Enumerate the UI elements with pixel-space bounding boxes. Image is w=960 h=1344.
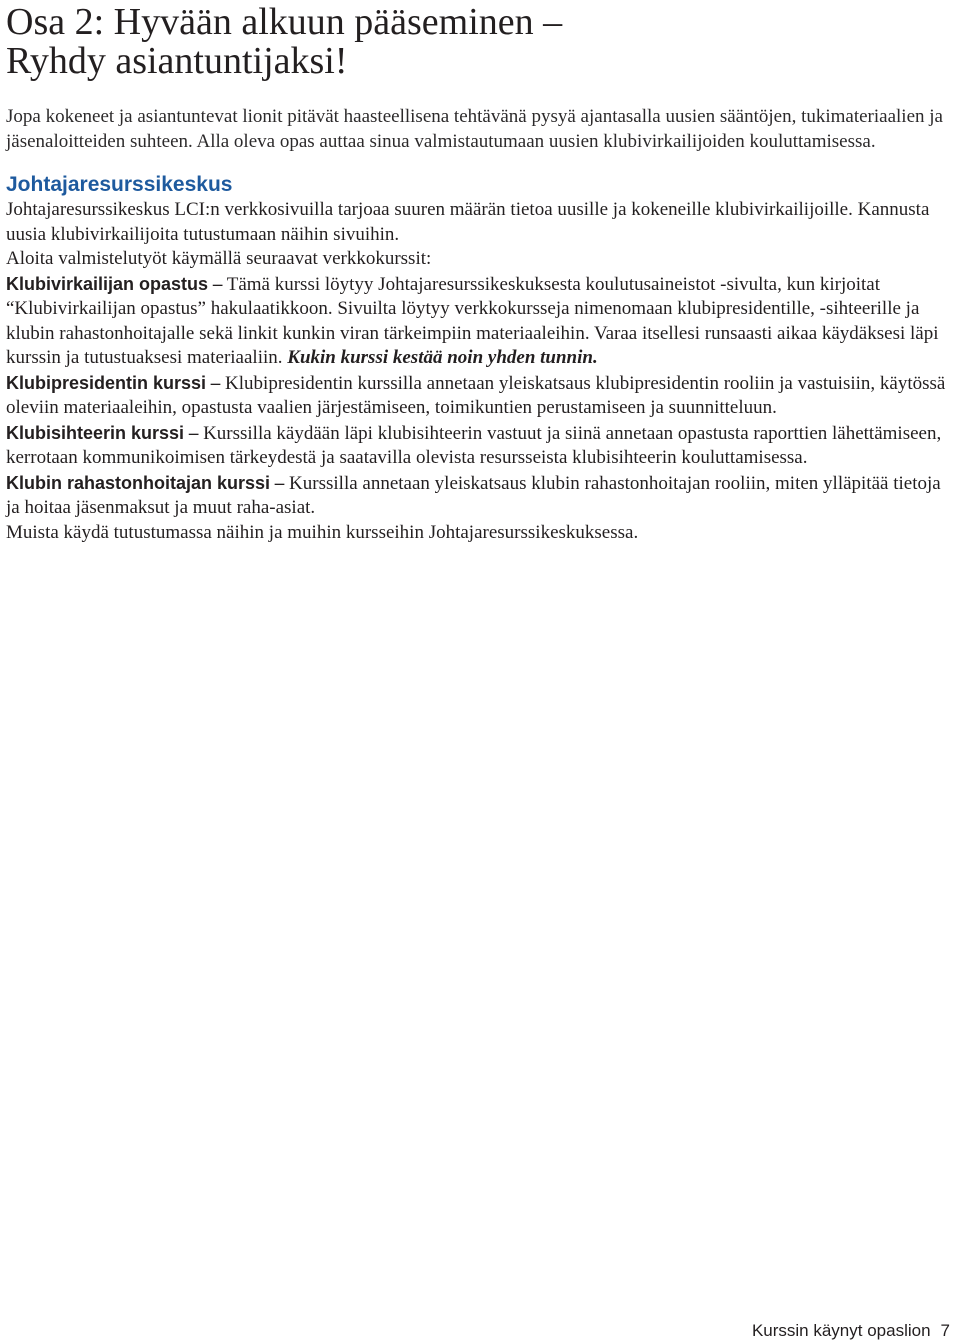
course-item-club-secretary <box>6 421 954 471</box>
course-description: Tämä kurssi löytyy Johtajaresurssikeskuksesta koulutusaineistot -sivulta, kun kirjoitat “Klubivirkailijan opastus” hakulaatikkoon. Sivuilta löytyy verkkokursseja nimenomaan klubipresidentille, -sihteerille ja klubin rahastonhoitajalle sekä linkit kunkin viran tärkeimpiin materiaaleihin. Varaa itsellesi runsaasti aikaa käydäksesi läpi kurssin ja tutustuaksesi materiaaliin. <box>6 273 939 368</box>
lead-paragraph: Aloita valmistelutyöt käymällä seuraavat verkkokurssit: <box>6 248 432 269</box>
course-dash: – <box>274 472 285 494</box>
course-duration-note: Kukin kurssi kestää noin yhden tunnin. <box>287 347 598 368</box>
course-description: Kurssilla annetaan yleiskatsaus klubin rahastonhoitajan rooliin, miten ylläpitää tietoja ja hoitaa jäsenmaksut ja muut raha-asiat. <box>6 472 941 518</box>
document-page <box>6 0 954 545</box>
page-footer <box>752 1320 950 1342</box>
page-number: 7 <box>940 1321 950 1340</box>
footer-label: Kurssin käynyt opaslion <box>751 1321 931 1340</box>
intro-paragraph: Jopa kokeneet ja asiantuntevat lionit pitävät haasteellisena tehtävänä pysyä ajantasalla uusien sääntöjen, tukimateriaalien ja jäsenaloitteiden suhteen. Alla oleva opas auttaa sinua valmistautumaan uusien klubivirkailijoiden kouluttamisessa. <box>6 106 943 152</box>
course-item-club-president <box>6 371 954 421</box>
course-item-club-treasurer <box>6 471 954 521</box>
course-title: Klubin rahastonhoitajan kurssi <box>6 472 271 493</box>
reminder-paragraph: Muista käydä tutustumassa näihin ja muihin kursseihin Johtajaresurssikeskuksessa. <box>6 521 639 543</box>
course-description: Kurssilla käydään läpi klubisihteerin vastuut ja siinä annetaan opastusta raporttien lähettämiseen, kerrotaan kommunikoimisen tärkeydestä ja saatavilla olevista resursseista klubisihteerin kouluttamisessa. <box>6 422 942 468</box>
course-title: Klubipresidentin kurssi <box>6 372 207 393</box>
course-dash: – <box>210 372 221 394</box>
page-title <box>6 0 954 81</box>
page-title-line-1: Osa 2: Hyvään alkuun pääseminen – <box>6 1 563 43</box>
course-item-club-officer-guide <box>6 272 954 371</box>
course-description: Klubipresidentin kurssilla annetaan yleiskatsaus klubipresidentin rooliin ja vastuisiin, käytössä oleviin materiaaleihin, opastusta vaalien järjestämiseen, toimikuntien perustamiseen ja suunnitteluun. <box>6 372 946 418</box>
course-title: Klubivirkailijan opastus <box>6 273 209 294</box>
section-paragraph: Johtajaresurssikeskus LCI:n verkkosivuilla tarjoaa suuren määrän tietoa uusille ja kokeneille klubivirkailijoille. Kannusta uusia klubivirkailijoita tutustumaan näihin sivuihin. <box>6 199 930 245</box>
course-title: Klubisihteerin kurssi <box>6 422 185 443</box>
page-title-line-2: Ryhdy asiantuntijaksi! <box>6 40 348 82</box>
course-dash: – <box>212 273 223 295</box>
course-dash: – <box>188 422 199 444</box>
section-heading: Johtajaresurssikeskus <box>6 173 233 196</box>
